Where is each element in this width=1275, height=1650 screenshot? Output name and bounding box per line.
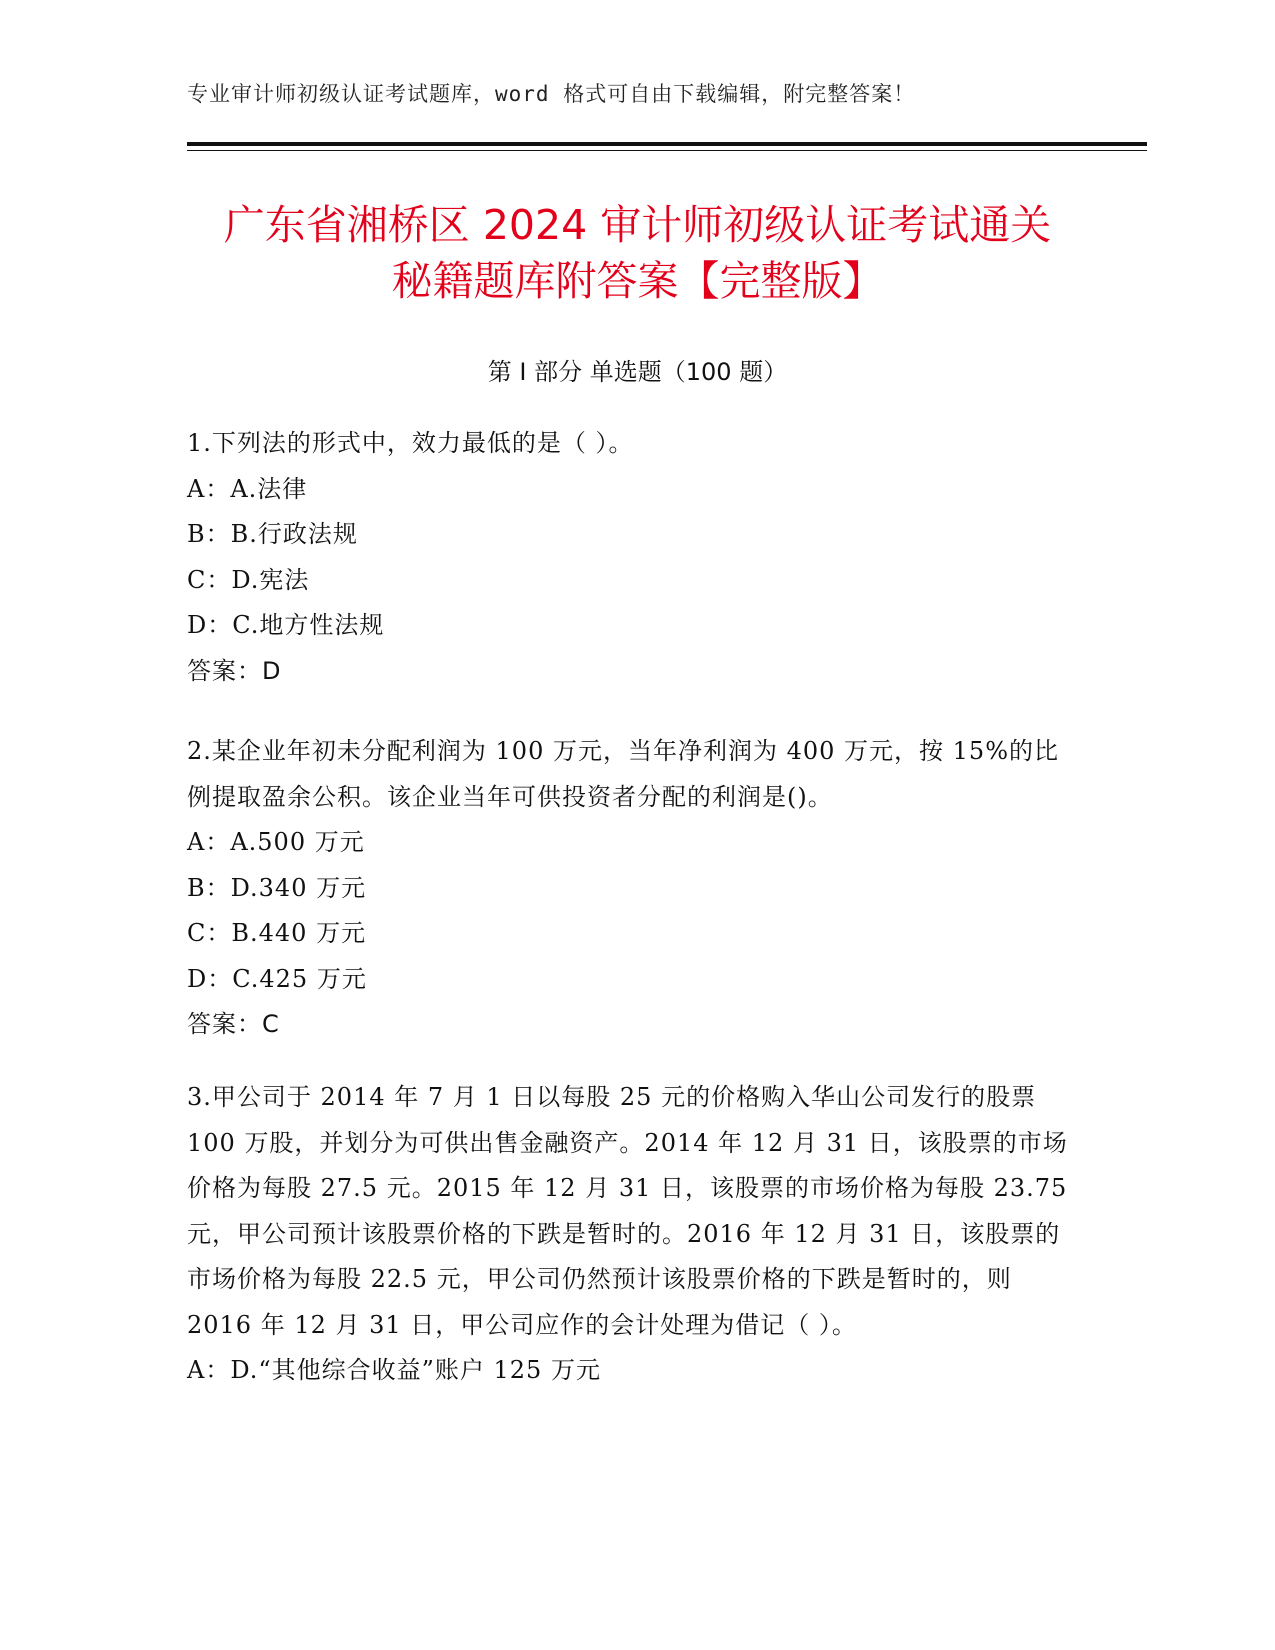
header-note: 专业审计师初级认证考试题库，word 格式可自由下载编辑，附完整答案！ bbox=[187, 82, 916, 106]
question-text: 3.甲公司于 2014 年 7 月 1 日以每股 25 元的价格购入华山公司发行的股票 100 万股，并划分为可供出售金融资产。2014 年 12 月 31 日，该股票的市场价格为每股 27.5 元。2015 年 12 月 31 日，该股票的市场价格为每股 23.75 元，甲公司预计该股票价格的下跌是暂时的。2016 年 12 月 31 日，该股票的市场价格为每股 22.5 元，甲公司仍然预计该股票价格的下跌是暂时的，则 2016 年 12 月 31 日，甲公司应作的会计处理为借记（ ）。 bbox=[187, 1083, 1068, 1339]
option-d: D：C.地方性法规 bbox=[187, 611, 385, 639]
option-c: C：B.440 万元 bbox=[187, 919, 367, 947]
question-text: 1.下列法的形式中，效力最低的是（ ）。 bbox=[187, 429, 634, 457]
question-2 bbox=[187, 729, 1077, 1048]
section-title: 第 I 部分 单选题（100 题） bbox=[487, 358, 788, 386]
document-title-line-1: 广东省湘桥区 2024 审计师初级认证考试通关 bbox=[223, 201, 1052, 249]
header-rule-thick bbox=[187, 142, 1147, 146]
option-a: A：D.“其他综合收益”账户 125 万元 bbox=[187, 1356, 601, 1384]
option-a: A：A.500 万元 bbox=[187, 828, 365, 856]
option-c: C：D.宪法 bbox=[187, 565, 310, 594]
document-title-line-2: 秘籍题库附答案【完整版】 bbox=[391, 257, 884, 305]
option-a: A：A.法律 bbox=[187, 474, 308, 503]
header-rule-thin bbox=[187, 150, 1147, 151]
question-3 bbox=[187, 1075, 1077, 1394]
option-d: D：C.425 万元 bbox=[187, 964, 367, 993]
option-b: B：D.340 万元 bbox=[187, 873, 367, 902]
question-text: 2.某企业年初未分配利润为 100 万元，当年净利润为 400 万元，按 15%的比例提取盈余公积。该企业当年可供投资者分配的利润是()。 bbox=[187, 737, 1060, 811]
option-b: B：B.行政法规 bbox=[187, 520, 358, 548]
document-title bbox=[150, 197, 1125, 309]
answer: 答案：D bbox=[187, 656, 282, 685]
answer: 答案：C bbox=[187, 1010, 280, 1038]
question-1 bbox=[187, 421, 1077, 694]
